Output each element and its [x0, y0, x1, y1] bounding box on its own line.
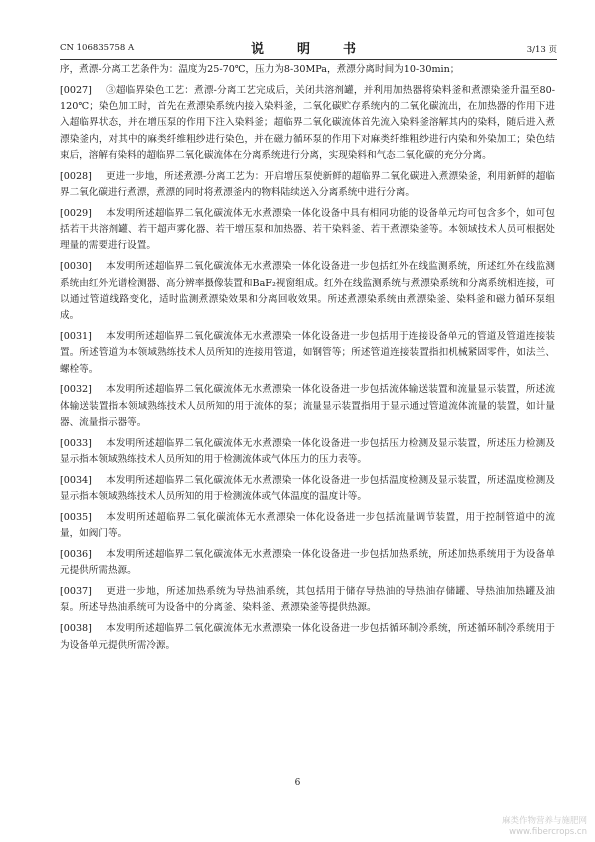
watermark-url: www.fibercrops.cn [509, 827, 587, 837]
paragraph-number: [0032] [60, 384, 92, 396]
continued-line: 序，煮漂-分离工艺条件为：温度为25-70℃，压力为8-30MPa，煮漂分离时间为10-30min； [60, 64, 460, 75]
watermark-title: 麻类作物营养与施肥网 [501, 816, 587, 826]
paragraph-number: [0029] [60, 207, 92, 219]
document-title: 说 明 书 [250, 42, 366, 57]
paragraph-text: 更进一步地，所述加热系统为导热油系统，其包括用于储存导热油的导热油存储罐、导热油加热罐及油泵。所述导热油系统可为设备中的分离釜、染料釜、煮漂染釜等提供热源。 [60, 586, 555, 614]
paragraph-number: [0028] [60, 170, 92, 182]
paragraph-0029 [60, 206, 555, 255]
paragraph-text: 本发明所述超临界二氧化碳流体无水煮漂染一体化设备进一步包括加热系统，所述加热系统用于为设备单元提供所需热源。 [60, 549, 555, 577]
page-header [60, 38, 557, 58]
paragraph-text: 本发明所述超临界二氧化碳流体无水煮漂染一体化设备进一步包括用于连接设备单元的管道及管道连接装置。所述管道为本领域熟练技术人员所知的连接用管道，如钢管等；所述管道连接装置指扣机械紧固零件，如法兰、螺栓等。 [60, 330, 555, 375]
watermark [502, 816, 587, 838]
paragraph-text: 本发明所述超临界二氧化碳流体无水煮漂染一体化设备进一步包括压力检测及显示装置，所述压力检测及显示指本领域熟练技术人员所知的用于检测流体或气体压力的压力表等。 [60, 437, 555, 466]
paragraph-0033 [60, 436, 555, 469]
paragraph-number: [0035] [60, 511, 92, 523]
paragraph-0036 [60, 547, 555, 580]
paragraph-number: [0033] [60, 437, 92, 449]
paragraph-text: 本发明所述超临界二氧化碳流体无水煮漂染一体化设备进一步包括流量调节装置，用于控制管道中的流量，如阀门等。 [60, 511, 555, 540]
paragraph-text: 本发明所述超临界二氧化碳流体无水煮漂染一体化设备进一步包括流体输送装置和流量显示装置，所述流体输送装置指本领域熟练技术人员所知的用于流体的泵；流量显示装置指用于显示通过管道流体流量的装置，如计量器、流量指示器等。 [60, 384, 555, 428]
paragraph-text: 本发明所述超临界二氧化碳流体无水煮漂染一体化设备中具有相同功能的设备单元均可包含多个，如可包括若干共溶剂罐、若干超声雾化器、若干增压泵和加热器、若干染料釜、若干煮漂染釜等。本领域技术人员可根据处理量的需要进行设置。 [60, 207, 555, 252]
patent-number: CN 106835758 A [60, 43, 135, 53]
paragraph-0028 [60, 169, 555, 202]
page-info: 3/13 页 [526, 45, 557, 55]
paragraph-number: [0037] [60, 586, 92, 598]
paragraph-text: 本发明所述超临界二氧化碳流体无水煮漂染一体化设备进一步包括循环制冷系统，所述循环制冷系统用于为设备单元提供所需冷源。 [60, 623, 555, 651]
paragraph-0031 [60, 329, 555, 378]
paragraph-0032 [60, 382, 555, 431]
paragraph-number: [0036] [60, 549, 92, 561]
paragraph-number: [0027] [60, 84, 92, 96]
paragraph-0037 [60, 584, 555, 617]
header-rule [60, 59, 557, 60]
paragraph-text: ③超临界染色工艺：煮漂-分离工艺完成后，关闭共溶剂罐，并利用加热器将染料釜和煮漂染釜升温至80-120℃；染色加工时，首先在煮漂染系统内接入染料釜，二氧化碳贮存系统内的二氧化碳流出，在加热器的作用下进入超临界状态，并在增压泵的作用下注入染料釜；超临界二氧化碳流体首先流入染料釜溶解其内的染料，随后进入煮漂染釜内，对其中的麻类纤维粗纱进行染色，并在磁力循环泵的作用下对麻类纤维粗纱进行内染和外染加工；染色结束后，溶解有染料的超临界二氧化碳流体在分离系统进行分离，实现染料和气态二氧化碳的充分分离。 [60, 84, 555, 161]
paragraph-number: [0030] [60, 261, 92, 273]
paragraph-0030 [60, 259, 555, 324]
paragraph-text: 更进一步地，所述煮漂-分离工艺为：开启增压泵使新鲜的超临界二氧化碳进入煮漂染釜，利用新鲜的超临界二氧化碳进行煮漂，煮漂的同时将煮漂釜内的物料陆续送入分离系统中进行分离。 [60, 170, 555, 199]
paragraph-0038 [60, 621, 555, 654]
paragraph-number: [0031] [60, 330, 92, 342]
paragraph-number: [0034] [60, 474, 92, 486]
paragraph-number: [0038] [60, 623, 92, 635]
paragraph-text: 本发明所述超临界二氧化碳流体无水煮漂染一体化设备进一步包括红外在线监测系统，所述红外在线监测系统由红外光谱检测器、高分辨率摄像装置和BaF₂视窗组成。红外在线监测系统与煮漂染系统和分离系统相连接，可以通过管道线路变化，适时监测煮漂染效果和分离回收效果。所述煮漂染系统由煮漂染釜、染料釜和磁力循环泵组成。 [60, 261, 555, 322]
paragraph-0034 [60, 473, 555, 506]
paragraph-0027 [60, 83, 555, 164]
paragraph-0035 [60, 510, 555, 543]
page-number: 6 [294, 778, 301, 788]
paragraph-text: 本发明所述超临界二氧化碳流体无水煮漂染一体化设备进一步包括温度检测及显示装置，所述温度检测及显示指本领域熟练技术人员所知的用于检测流体或气体温度的温度计等。 [60, 474, 555, 503]
description-body [60, 62, 555, 658]
